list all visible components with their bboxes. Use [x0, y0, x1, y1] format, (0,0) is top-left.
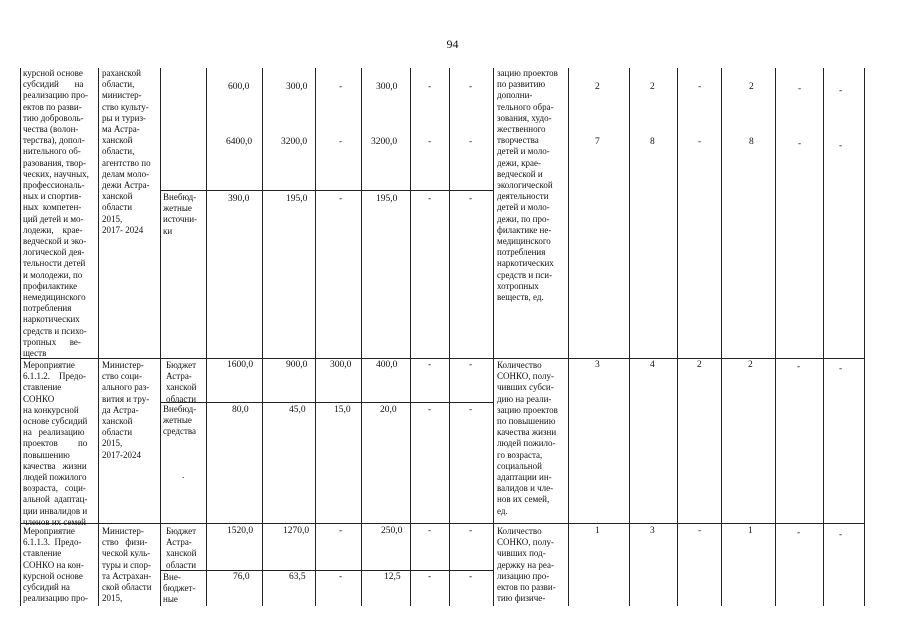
b2-r1-y1: 900,0	[286, 360, 308, 370]
b1-r3-y1: 195,0	[286, 194, 308, 204]
b1-r1-total: 600,0	[228, 82, 250, 92]
b1-r2-y4: -	[428, 137, 432, 147]
b3-i1-e: -	[797, 528, 801, 538]
grid-line	[20, 358, 864, 359]
b1-i1-b: 2	[650, 82, 655, 92]
b3-r2-y3: 12,5	[384, 572, 401, 582]
b2-i1-f: -	[839, 364, 843, 374]
b2-r2-y5: -	[469, 405, 473, 415]
grid-line	[677, 68, 678, 606]
b3-r2-y5: -	[469, 572, 473, 582]
b2-r2-total: 80,0	[232, 405, 249, 415]
b3-r2-y4: -	[428, 572, 432, 582]
b3-activity-text: Мероприятие 6.1.1.3. Предо- ставление СОНКО на кон- курсной основе субсидий на реализацию про-	[23, 526, 88, 604]
b3-r1-y4: -	[428, 526, 432, 536]
b3-executor-text: Министер- ство физи- ческой куль- туры и спор- та Астрахан- ской области 2015,	[102, 526, 152, 604]
b2-source-mark: .	[182, 470, 185, 480]
b1-r3-y3: 195,0	[376, 194, 398, 204]
b1-i1-f: -	[839, 86, 843, 96]
b1-r1-y1: 300,0	[286, 82, 308, 92]
b2-r1-y5: -	[469, 360, 473, 370]
b1-i2-d: 8	[749, 137, 754, 147]
b3-i1-c: -	[698, 526, 702, 536]
b1-r3-y5: -	[469, 194, 473, 204]
b3-r1-y5: -	[469, 526, 473, 536]
grid-line	[160, 570, 493, 571]
grid-line	[823, 68, 824, 606]
grid-line	[864, 68, 865, 606]
b2-source-lower: Внебюд- жетные средства	[163, 404, 197, 437]
b1-r3-y2: -	[339, 194, 343, 204]
b1-r1-y5: -	[469, 82, 473, 92]
b2-i1-a: 3	[595, 360, 600, 370]
grid-line	[629, 68, 630, 606]
b2-r1-y4: -	[428, 360, 432, 370]
grid-line	[410, 68, 411, 606]
b2-i1-c: 2	[697, 360, 702, 370]
b1-r2-y2: -	[339, 137, 343, 147]
grid-line	[98, 68, 99, 606]
grid-line	[315, 68, 316, 606]
b3-r2-y1: 63,5	[289, 572, 306, 582]
b3-i1-a: 1	[595, 526, 600, 536]
b2-executor-text: Министер- ство соци- ального раз- вития и тру- да Астра- ханской области 2015, 2017-2024	[102, 360, 150, 460]
b1-r1-y4: -	[428, 82, 432, 92]
b1-i2-a: 7	[595, 137, 600, 147]
grid-line	[775, 68, 776, 606]
grid-line	[721, 68, 722, 606]
b1-i2-b: 8	[650, 137, 655, 147]
grid-line	[568, 68, 569, 606]
b1-r2-total: 6400,0	[226, 137, 253, 147]
b1-r1-y2: -	[339, 82, 343, 92]
grid-line	[493, 68, 494, 606]
b2-r2-y2: 15,0	[334, 405, 351, 415]
b3-i1-f: -	[839, 530, 843, 540]
grid-line	[361, 68, 362, 606]
grid-line	[206, 68, 207, 606]
b1-r3-y4: -	[428, 194, 432, 204]
b2-r2-y3: 20,0	[380, 405, 397, 415]
b1-r1-y3: 300,0	[376, 82, 398, 92]
b1-i2-c: -	[698, 137, 702, 147]
b3-r1-y1: 1270,0	[283, 526, 310, 536]
b2-i1-e: -	[797, 362, 801, 372]
b1-i2-f: -	[839, 141, 843, 151]
grid-line	[160, 190, 493, 191]
b3-source-upper: Бюджет Астра- ханской области	[166, 526, 197, 570]
b2-indicator-text: Количество СОНКО, полу- чивших субси- дию на реали- зацию проектов по повышению качества жизни людей пожило- го возраста, социальной адаптации ин- валидов и чле- нов их семей, ед.	[497, 360, 558, 516]
b3-source-lower: Вне- бюджет- ные	[163, 572, 196, 605]
b1-i1-d: 2	[749, 82, 754, 92]
b1-r2-y1: 3200,0	[281, 137, 308, 147]
b1-indicator-text: зацию проектов по развитию дополни- тельного обра- зования, худо- жественного творчества детей и моло- дежи, крае- ведческой и экологической деятельности детей и моло- дежи, по про- филактике не- медицинского потребления наркотических средств и пси- хотропных веществ, ед.	[497, 68, 558, 303]
b1-i1-c: -	[698, 82, 702, 92]
b3-i1-d: 1	[748, 526, 753, 536]
b2-i1-d: 2	[748, 360, 753, 370]
b1-r3-total: 390,0	[228, 194, 250, 204]
b1-executor-text: раханской области, министер- ство культу- ры и туриз- ма Астра- ханской области, агентство по делам моло- дежи Астра- ханской области 2015, 2017- 2024	[102, 68, 151, 235]
grid-line	[160, 68, 161, 606]
b1-r2-y5: -	[469, 137, 473, 147]
b1-i1-a: 2	[595, 82, 600, 92]
b3-r2-y2: -	[339, 572, 343, 582]
b3-r2-total: 76,0	[233, 572, 250, 582]
b3-r1-y3: 250,0	[381, 526, 403, 536]
grid-line	[160, 402, 493, 403]
grid-line	[20, 68, 21, 606]
b2-r1-y3: 400,0	[376, 360, 398, 370]
b1-i1-e: -	[798, 84, 802, 94]
b3-r1-total: 1520,0	[227, 526, 254, 536]
b3-i1-b: 3	[650, 526, 655, 536]
b2-i1-b: 4	[650, 360, 655, 370]
b2-r2-y1: 45,0	[289, 405, 306, 415]
b3-indicator-text: Количество СОНКО, полу- чивших под- держку на реа- лизацию про- ектов по разви- тию физиче-	[497, 526, 556, 604]
b1-i2-e: -	[798, 139, 802, 149]
grid-line	[262, 68, 263, 606]
b2-source-upper: Бюджет Астра- ханской области	[166, 360, 197, 404]
grid-line	[449, 68, 450, 606]
b3-r1-y2: -	[339, 526, 343, 536]
b2-r1-y2: 300,0	[330, 360, 352, 370]
b1-r2-y3: 3200,0	[371, 137, 398, 147]
b1-activity-text: курсной основе субсидий на реализацию про- ектов по разви- тию доброволь- чества (волон- терства), допол- нительного об- разования, твор- ческих, научных, профессиональ- ных и спортив- ных компетен- ций детей и мо- лодежи, крае- ведческой и эко- логической дея- тельности детей и молодежи, по профилактике немедицинского потребления наркотических средств и психо- тропных ве- ществ	[23, 68, 89, 359]
page-number: 94	[446, 37, 459, 51]
b2-r2-y4: -	[428, 405, 432, 415]
grid-line	[20, 523, 864, 524]
b1-source-text: Внебюд- жетные источни- ки	[163, 192, 198, 236]
b2-r1-total: 1600,0	[227, 360, 254, 370]
b2-activity-text: Мероприятие 6.1.1.2. Предо- ставление СОНКО на конкурсной основе субсидий на реализацию проектов по повышению качества жизни людей пожилого возраста, соци- альной адаптац- ции инвалидов и членов их семей	[23, 360, 88, 527]
